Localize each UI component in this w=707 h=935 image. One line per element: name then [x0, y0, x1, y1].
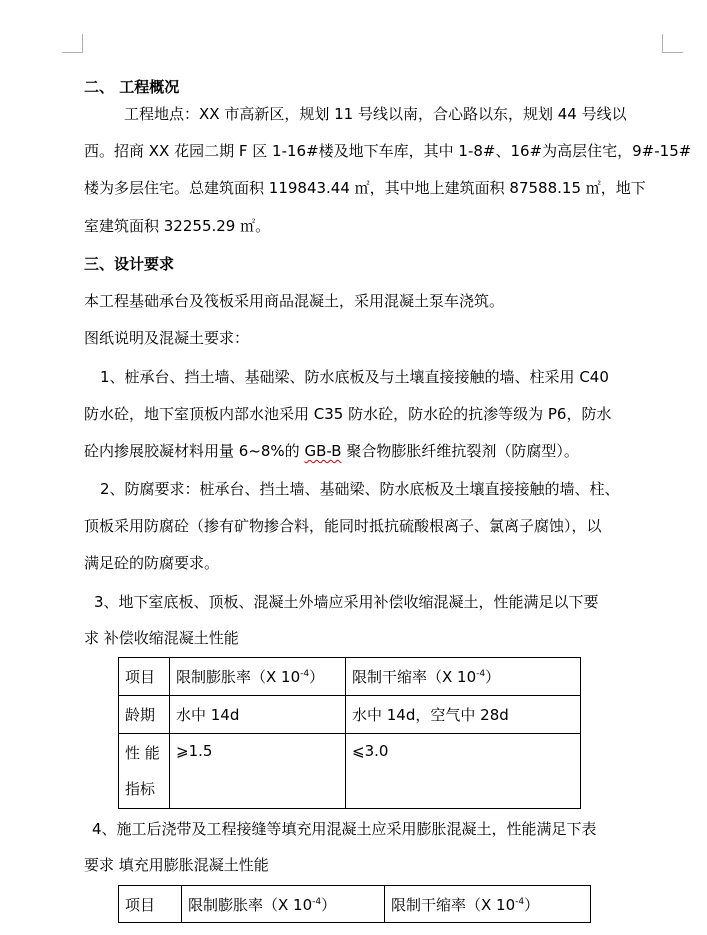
- section3-paragraph-1: 本工程基础承台及筏板采用商品混凝土，采用混凝土泵车浇筑。: [84, 292, 505, 310]
- item1-line-3-before: 砼内掺展胶凝材料用量 6~8%的: [84, 442, 305, 460]
- section2-line-4: 室建筑面积 32255.29 ㎡。: [84, 217, 271, 235]
- item4-line-2: 要求 填充用膨胀混凝土性能: [84, 856, 269, 874]
- table-row: [119, 734, 581, 809]
- item4-line-1: 4、施工后浇带及工程接缝等填充用混凝土应采用膨胀混凝土，性能满足下表: [92, 820, 597, 838]
- table-header-cell: 限制膨胀率（X $10^{-4}$）: [170, 658, 346, 696]
- item2-line-1: 2、防腐要求：桩承台、挡土墙、基础梁、防水底板及土壤直接接触的墙、柱、: [100, 480, 620, 498]
- item2-line-3: 满足砼的防腐要求。: [84, 554, 220, 572]
- section3-paragraph-2: 图纸说明及混凝土要求：: [84, 329, 250, 347]
- item1-line-3-after: 聚合物膨胀纤维抗裂剂（防腐型）。: [341, 442, 579, 460]
- section3-heading: 三、设计要求: [84, 255, 175, 273]
- table-row: [119, 696, 581, 734]
- section2-heading: 二、 工程概况: [84, 78, 180, 96]
- table-header-cell: 限制干缩率（X $10^{-4}$）: [346, 658, 581, 696]
- table-header-cell: 限制干缩率（X $10^{-4}$）: [385, 886, 591, 923]
- section2-line-2: 西。招商 XX 花园二期 F 区 1-16#楼及地下车库，其中 1-8#、16#为高层住宅，9#-15#: [84, 142, 692, 160]
- table-row: [119, 886, 591, 923]
- table-cell: 龄期: [119, 696, 170, 734]
- item1-line-3: [84, 441, 579, 461]
- item3-line-2: 求 补偿收缩混凝土性能: [84, 629, 239, 647]
- table-header-cell: 项目: [119, 658, 170, 696]
- table-header-cell: 限制膨胀率（X $10^{-4}$）: [182, 886, 385, 923]
- table-header-cell: 项目: [119, 886, 182, 923]
- item3-line-1: 3、地下室底板、顶板、混凝土外墙应采用补偿收缩混凝土，性能满足以下要: [94, 593, 599, 611]
- item2-line-2: 顶板采用防腐砼（掺有矿物掺合料，能同时抵抗硫酸根离子、氯离子腐蚀），以: [84, 517, 602, 535]
- compensating-shrinkage-table: [118, 657, 581, 809]
- table-cell: 水中 14d，空气中 28d: [346, 696, 581, 734]
- table-cell: 性 能 指标: [119, 734, 170, 809]
- page-corner-mark-top-left: [62, 34, 83, 53]
- table-cell: 水中 14d: [170, 696, 346, 734]
- section2-line-3: 楼为多层住宅。总建筑面积 119843.44 ㎡，其中地上建筑面积 87588.15 ㎡，地下: [84, 179, 646, 197]
- item1-line-1: 1、桩承台、挡土墙、基础梁、防水底板及与土壤直接接触的墙、柱采用 C40: [100, 368, 609, 386]
- table-cell: ⩽3.0: [346, 734, 581, 809]
- table-cell: ⩾1.5: [170, 734, 346, 809]
- filling-expansion-table: [118, 885, 591, 923]
- table-row: [119, 658, 581, 696]
- item1-line-2: 防水砼，地下室顶板内部水池采用 C35 防水砼，防水砼的抗渗等级为 P6，防水: [84, 405, 612, 423]
- page-corner-mark-top-right: [662, 34, 683, 53]
- spellcheck-marked-text: GB-B: [304, 442, 342, 460]
- section2-line-1: 工程地点：XX 市高新区，规划 11 号线以南，合心路以东，规划 44 号线以: [124, 105, 627, 123]
